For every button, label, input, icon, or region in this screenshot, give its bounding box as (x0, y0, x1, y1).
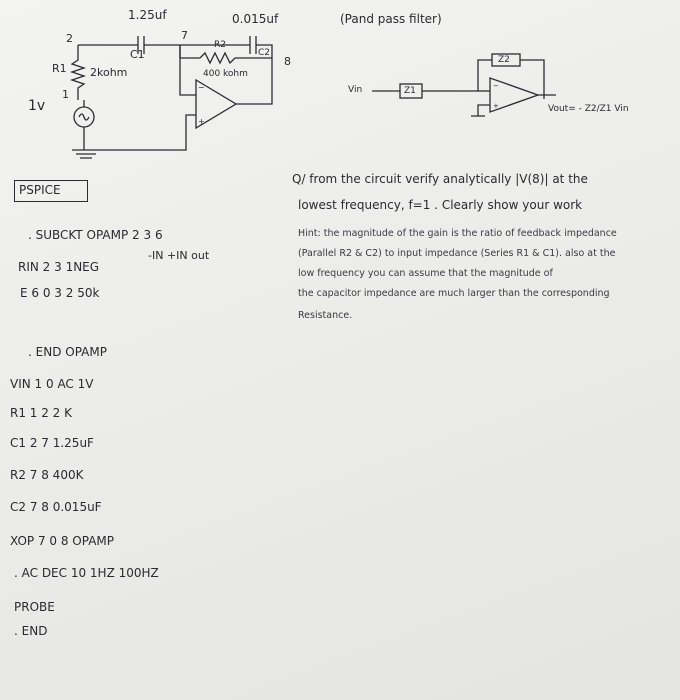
node-7-label: 7 (181, 29, 188, 42)
hint-line: Hint: the magnitude of the gain is the ratio of feedback impedance (298, 228, 617, 239)
vin-label: Vin (348, 85, 363, 95)
question-line-2: lowest frequency, f=1 . Clearly show your work (298, 198, 583, 212)
question-line-1: Q/ from the circuit verify analytically |V(8)| at the (292, 172, 588, 186)
netlist-line: XOP 7 0 8 OPAMP (10, 534, 115, 548)
capacitor-c2 (250, 36, 256, 54)
hint-line: the capacitor impedance are much larger than the corresponding (298, 288, 610, 299)
hint-line: Resistance. (298, 310, 353, 321)
vout-formula: Vout= - Z2/Z1 Vin (548, 104, 629, 114)
netlist-line: . END (14, 624, 48, 638)
c2-label: C2 (258, 48, 271, 58)
netlist-line: . SUBCKT OPAMP 2 3 6 (28, 228, 163, 242)
wire-node7-opamp (180, 45, 196, 95)
netlist-line: C1 2 7 1.25uF (10, 436, 94, 450)
pspice-label: PSPICE (19, 183, 61, 197)
netlist-line: RIN 2 3 1NEG (18, 260, 100, 274)
netlist-line: R2 7 8 400K (10, 468, 84, 482)
svg-text:−: − (198, 83, 205, 92)
netlist-line: R1 1 2 2 K (10, 406, 73, 420)
netlist-line: E 6 0 3 2 50k (20, 286, 100, 300)
netlist-line: VIN 1 0 AC 1V (10, 377, 94, 391)
netlist-line: C2 7 8 0.015uF (10, 500, 102, 514)
z1-label: Z1 (404, 86, 416, 96)
c1-label: C1 (130, 48, 145, 61)
netlist-line: PROBE (14, 600, 55, 614)
hint-line: low frequency you can assume that the magnitude of (298, 268, 553, 279)
svg-text:+: + (198, 117, 205, 126)
r1-value-label: 2kohm (90, 66, 128, 79)
resistor-r1 (72, 45, 84, 100)
netlist-line: . AC DEC 10 1HZ 100HZ (14, 566, 159, 580)
netlist-line: -IN +IN out (148, 249, 210, 262)
r1-label: R1 (52, 62, 67, 75)
netlist-line: . END OPAMP (28, 345, 107, 359)
c1-value-label: 1.25uf (128, 8, 167, 22)
svg-text:+: + (493, 102, 499, 110)
node-2-label: 2 (66, 32, 73, 45)
filter-title: (Pand pass filter) (340, 12, 442, 26)
ground-symbol (72, 150, 100, 158)
source-value-label: 1v (28, 98, 46, 114)
r2-label: R2 (214, 40, 226, 50)
r2-value-label: 400 kohm (203, 69, 248, 79)
node-8-label: 8 (284, 55, 291, 68)
wire-opamp-output (236, 95, 272, 104)
hint-line: (Parallel R2 & C2) to input impedance (Series R1 & C1). also at the (298, 248, 616, 259)
node-1-label: 1 (62, 88, 69, 101)
c2-value-label: 0.015uf (232, 12, 279, 26)
z2-label: Z2 (498, 55, 510, 65)
svg-text:−: − (493, 82, 499, 90)
